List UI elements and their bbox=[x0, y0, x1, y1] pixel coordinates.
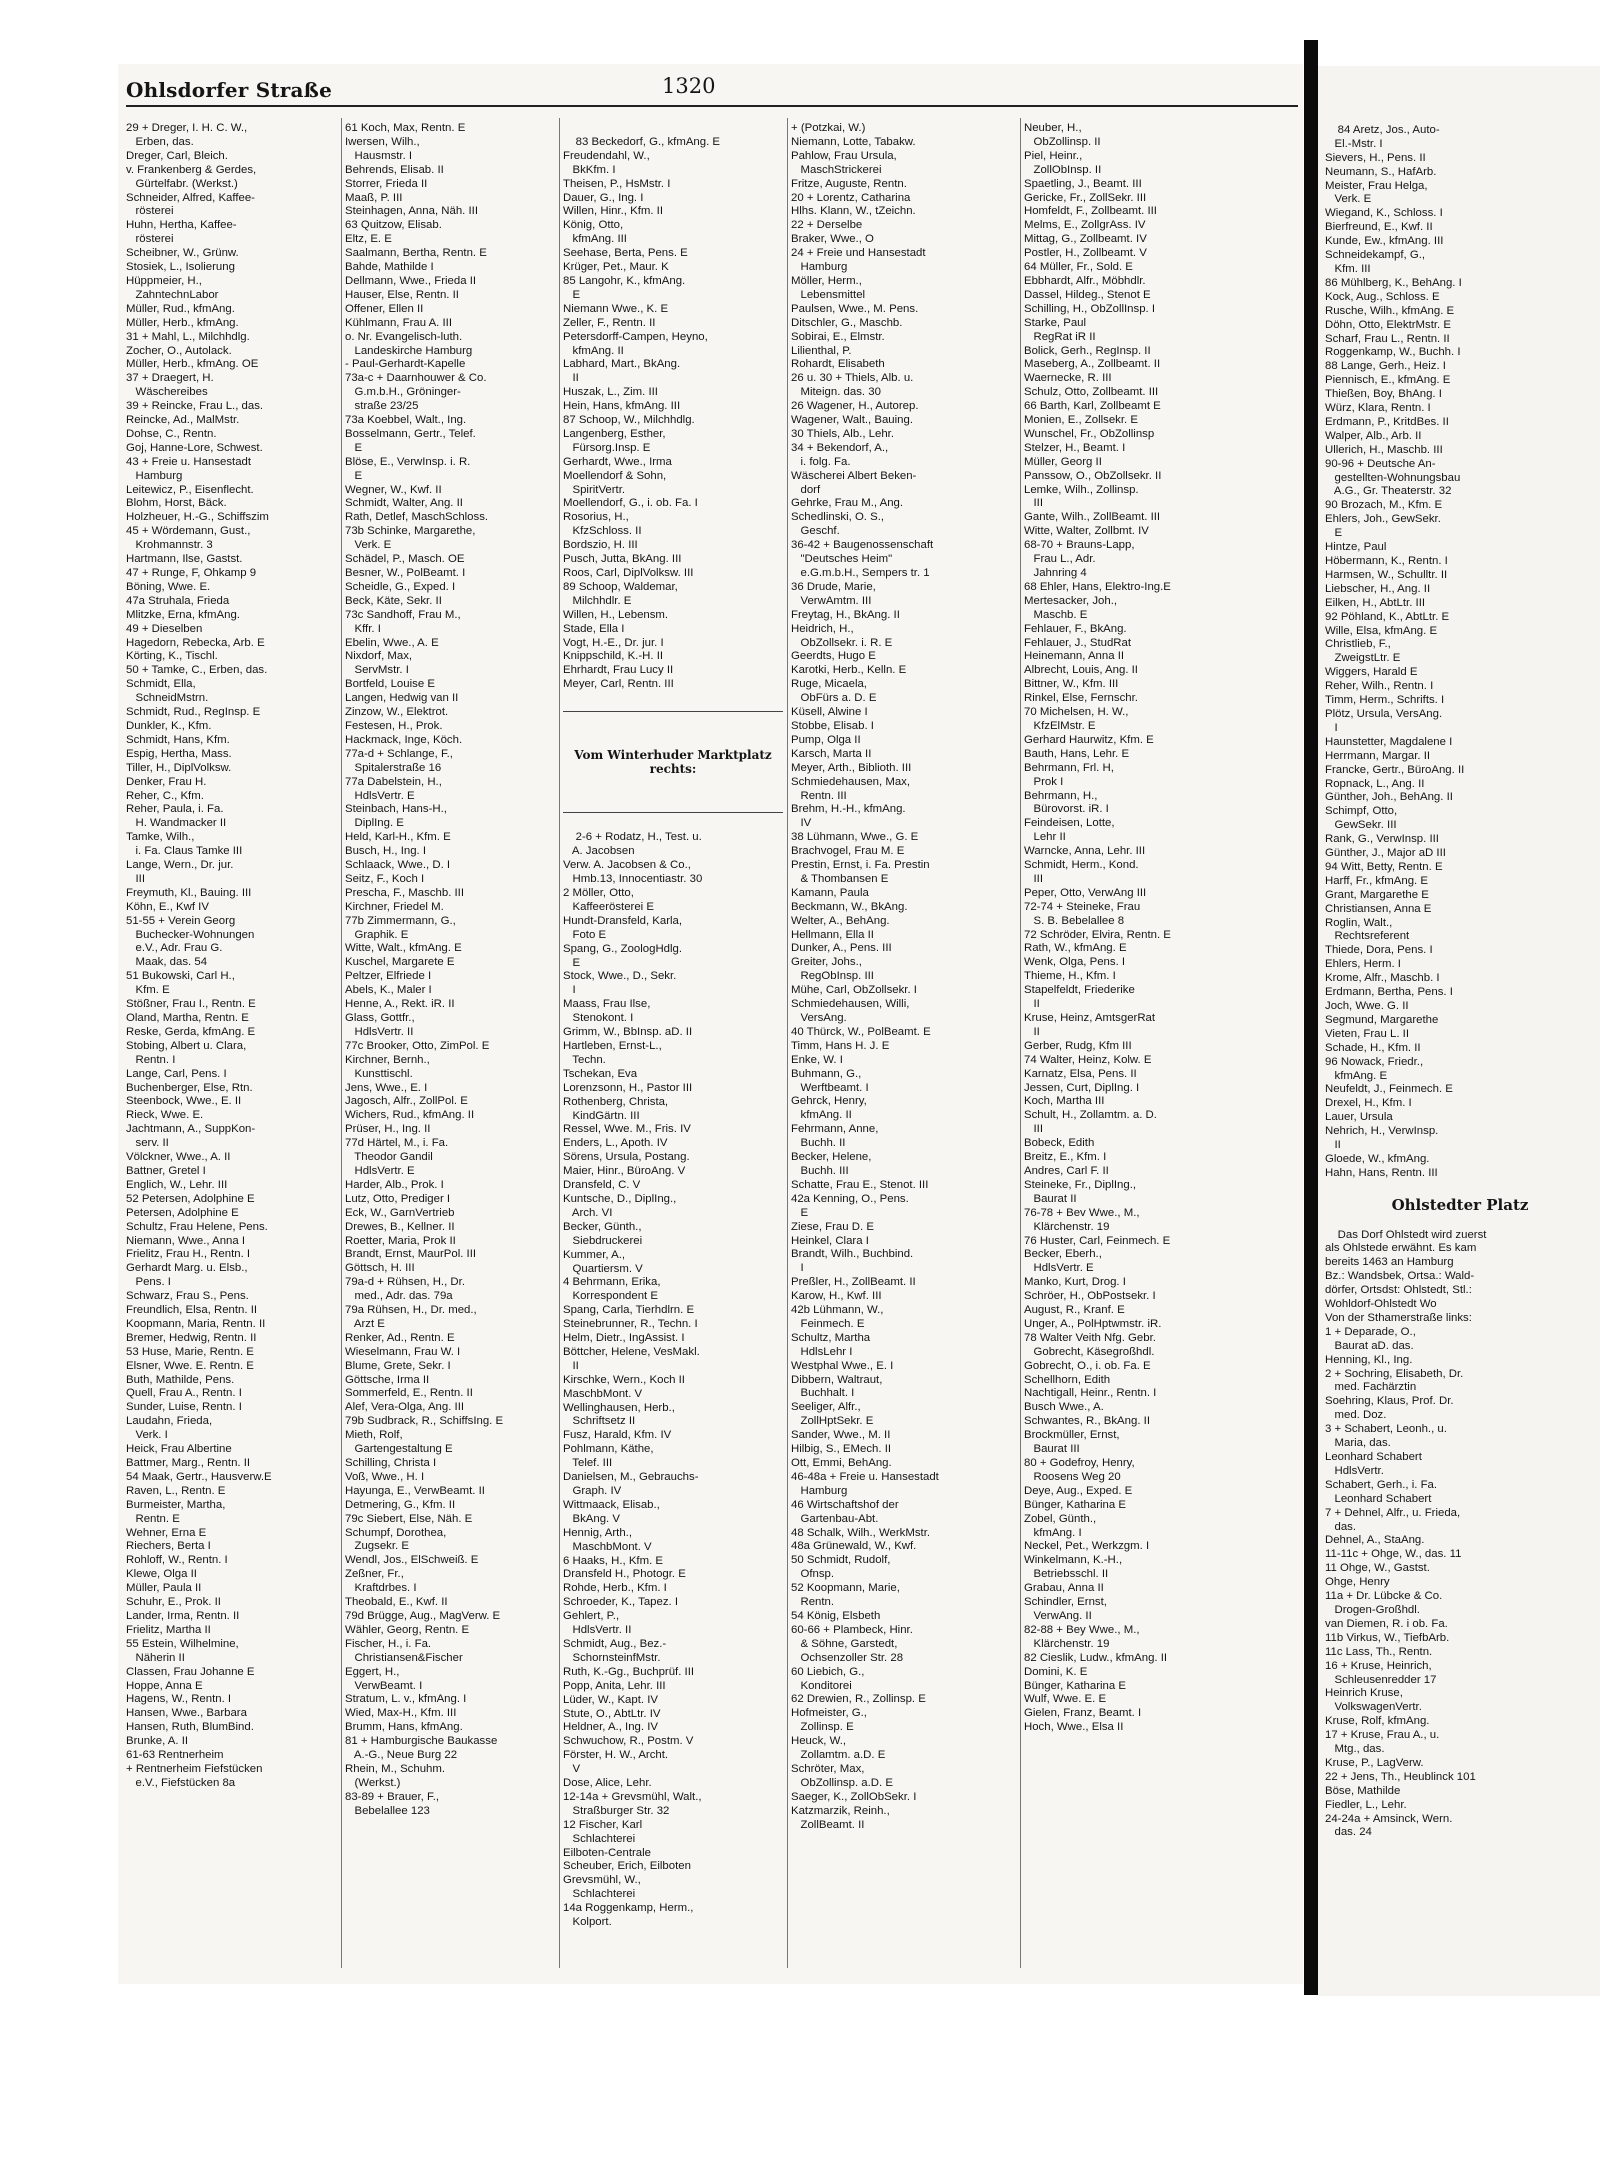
directory-column-5: Neuber, H., ObZollinsp. II Piel, Heinr., ZollObInsp. II Spaetling, J., Beamt. III Gericke, Fr., ZollSekr. III Homfeldt, F., Zollbeamt. III Melms, E., ZollgrAss. IV Mittag, G., Zollbeamt. IV Postler, H., Zollbeamt. V 64 Müller, Fr., Sold. E Ebbhardt, Alfr., Möbhdlr. Dassel, Hildeg., Stenot E Schilling, H., ObZollInsp. I Starke, Paul RegRat iR II Bolick, Gerh., RegInsp. II Maseberg, A., Zollbeamt. II Waernecke, R. III Schulz, Otto, Zollbeamt. III 66 Barth, Karl, Zollbeamt E Monien, E., Zollsekr. E Wunschel, Fr., ObZollinsp Stelzer, H., Beamt. I Müller, Georg II Panssow, O., ObZollsekr. II Lemke, Wilh., Zollinsp. III Gante, Wilh., ZollBeamt. III Witte, Walter, Zollbmt. IV 68-70 + Brauns-Lapp, Frau L., Adr. Jahnring 4 68 Ehler, Hans, Elektro-Ing.E Mertesacker, Joh., Maschb. E Fehlauer, F., BkAng. Fehlauer, J., StudRat Heinemann, Anna II Albrecht, Louis, Ang. II Bittner, W., Kfm. III Rinkel, Else, Fernschr. 70 Michelsen, H. W., KfzElMstr. E Gerhard Haurwitz, Kfm. E Bauth, Hans, Lehr. E Behrmann, Frl. H, Prok I Behrmann, H., Bürovorst. iR. I Feindeisen, Lotte, Lehr II Warncke, Anna, Lehr. III Schmidt, Herm., Kond. III Peper, Otto, VerwAng III 72-74 + Steineke, Frau S. B. Bebelallee 8 72 Schröder, Elvira, Rentn. E Rath, W., kfmAng. E Wenk, Olga, Pens. I Thieme, H., Kfm. I Stapelfeldt, Friederike II Kruse, Heinz, AmtsgerRat II Gerber, Rudg, Kfm III 74 Walter, Heinz, Kolw. E Karnatz, Elsa, Pens. II Jessen, Curt, DiplIng. I Koch, Martha III Schult, H., Zollamtm. a. D. III Bobeck, Edith Breitz, E., Kfm. I Andres, Carl F. II Steineke, Fr., DiplIng., Baurat II 76-78 + Bev Wwe., M., Klärchenstr. 19 76 Huster, Carl, Feinmech. E Becker, Eberh., HdlsVertr. E Manko, Kurt, Drog. I Schröer, H., ObPostsekr. I August, R., Kranf. E Unger, A., PolHptwmstr. iR. 78 Walter Veith Nfg. Gebr. Gobrecht, Käsegroßhdl. Gobrecht, O., i. ob. Fa. E Schellhorn, Edith Nachtigall, Heinr., Rentn. I Busch Wwe., A. Schwantes, R., BkAng. II Brockmüller, Ernst, Baurat III 80 + Godefroy, Henry, Roosens Weg 20 Deye, Aug., Exped. E Bünger, Katharina E Zobel, Günth., kfmAng. I Neckel, Pet., Werkzgm. I Winkelmann, K.-H., Betriebsschl. II Grabau, Anna II Schindler, Ernst, VerwAng. II 82-88 + Bey Wwe., M., Klärchenstr. 19 82 Cieslik, Ludw., kfmAng. II Domini, K. E Bünger, Katharina E Wulf, Wwe. E. E Gielen, Franz, Beamt. I Hoch, Wwe., Elsa II bbox=[1024, 122, 1171, 1734]
column-6-entries-bottom: Das Dorf Ohlstedt wird zuerst als Ohlstede erwähnt. Es kam bereits 1463 an Hamburg Bz.: Wandsbek, Ortsa.: Wald- dörfer, Ortsdst: Ohlstedt, Stl.: Wohldorf-Ohlstedt Wo Von der Sthamerstraße links: 1 + Deparade, O., Baurat aD. das. Henning, Kl., Ing. 2 + Sochring, Elisabeth, Dr. med. Fachärztin Soehring, Klaus, Prof. Dr. med. Doz. 3 + Schabert, Leonh., u. Maria, das. Leonhard Schabert HdlsVertr. Schabert, Gerh., i. Fa. Leonhard Schabert 7 + Dehnel, Alfr., u. Frieda, das. Dehnel, A., StaAng. 11-11c + Ohge, W., das. 11 11 Ohge, W., Gastst. Ohge, Henry 11a + Dr. Lübcke & Co. Drogen-Großhdl. van Diemen, R. i ob. Fa. 11b Virkus, W., TiefbArb. 11c Lass, Th., Rentn. 16 + Kruse, Heinrich, Schleusenredder 17 Heinrich Kruse, VolkswagenVertr. Kruse, Rolf, kfmAng. 17 + Kruse, Frau A., u. Mtg., das. Kruse, P., LagVerw. 22 + Jens, Th., Heublinck 101 Böse, Mathilde Fiedler, L., Lehr. 24-24a + Amsinck, Wern. das. 24 bbox=[1325, 1228, 1487, 1839]
column-divider bbox=[559, 118, 560, 1968]
section-heading-ohlstedter-platz: Ohlstedter Platz bbox=[1391, 1195, 1529, 1214]
column-3-entries-top: 83 Beckedorf, G., kfmAng. E Freudendahl, W., BkKfm. I Theisen, P., HsMstr. I Dauer, G., Ing. I Willen, Hinr., Kfm. II König, Otto, kfmAng. III Seehase, Berta, Pens. E Krüger, Pet., Maur. K 85 Langohr, K., kfmAng. E Niemann Wwe., K. E Zeller, F., Rentn. II Petersdorff-Campen, Heyno, kfmAng. II Labhard, Mart., BkAng. II Huszak, L., Zim. III Hein, Hans, kfmAng. III 87 Schoop, W., Milchhdlg. Langenberg, Esther, Fürsorg.Insp. E Gerhardt, Wwe., Irma Moellendorf & Sohn, SpiritVertr. Moellendorf, G., i. ob. Fa. I Rosorius, H., KfzSchloss. II Bordszio, H. III Pusch, Jutta, BkAng. III Roos, Carl, DiplVolksw. III 89 Schoop, Waldemar, Milchhdlr. E Willen, H., Lebensm. Stade, Ella I Vogt, H.-E., Dr. jur. I Knippschild, K.-H. II Ehrhardt, Frau Lucy II Meyer, Carl, Rentn. III bbox=[563, 135, 721, 691]
column-6-entries: 84 Aretz, Jos., Auto- El.-Mstr. I Sievers, H., Pens. II Neumann, S., HafArb. Meister, Frau Helga, Verk. E Wiegand, K., Schloss. I Bierfreund, E., Kwf. II Kunde, Ew., kfmAng. III Schneidekampf, G., Kfm. III 86 Mühlberg, K., BehAng. I Kock, Aug., Schloss. E Rusche, Wilh., kfmAng. E Döhn, Otto, ElektrMstr. E Scharf, Frau L., Rentn. II Roggenkamp, W., Buchh. I 88 Lange, Gerh., Heiz. I Piennisch, E., kfmAng. E Thießen, Boy, BhAng. I Würz, Klara, Rentn. I Erdmann, P., KritdBes. II Walper, Alb., Arb. II Ullerich, H., Maschb. III 90-96 + Deutsche An- gestellten-Wohnungsbau A.G., Gr. Theaterstr. 32 90 Brozach, M., Kfm. E Ehlers, Joh., GewSekr. E Hintze, Paul Höbermann, K., Rentn. I Harmsen, W., Schulltr. II Liebscher, H., Ang. II Eilken, H., AbtLtr. III 92 Pöhland, K., AbtLtr. E Wille, Elsa, kfmAng. E Christlieb, F., ZweigstLtr. E Wiggers, Harald E Reher, Wilh., Rentn. I Timm, Herm., Schrifts. I Plötz, Ursula, VersAng. I Haunstetter, Magdalene I Herrmann, Margar. II Francke, Gertr., BüroAng. II Ropnack, L., Ang. II Günther, Joh., BehAng. II Schimpf, Otto, GewSekr. III Rank, G., VerwInsp. III Günther, J., Major aD III 94 Witt, Betty, Rentn. E Harff, Fr., kfmAng. E Grant, Margarethe E Christiansen, Anna E Roglin, Walt., Rechtsreferent Thiede, Dora, Pens. I Ehlers, Herm. I Krome, Alfr., Maschb. I Erdmann, Bertha, Pens. I Joch, Wwe. G. II Segmund, Margarethe Vieten, Frau L. II Schade, H., Kfm. II 96 Nowack, Friedr., kfmAng. E Neufeldt, J., Feinmech. E Drexel, H., Kfm. I Lauer, Ursula Nehrich, H., VerwInsp. II Gloede, W., kfmAng. Hahn, Hans, Rentn. III bbox=[1325, 123, 1465, 1179]
section-divider bbox=[563, 711, 783, 712]
header-rule bbox=[126, 105, 1298, 107]
column-divider bbox=[787, 118, 788, 1968]
directory-column-3 bbox=[563, 122, 783, 1944]
section-heading-winterhuder-marktplatz: Vom Winterhuder Marktplatz rechts: bbox=[574, 747, 772, 776]
column-divider bbox=[1020, 118, 1021, 1968]
page-title: Ohlsdorfer Straße bbox=[126, 78, 333, 102]
page-number: 1320 bbox=[662, 74, 716, 98]
column-divider bbox=[341, 118, 342, 1968]
section-divider bbox=[563, 812, 783, 813]
column-3-entries-bottom: 2-6 + Rodatz, H., Test. u. A. Jacobsen Verw. A. Jacobsen & Co., Hmb.13, Innocentiastr. 30 2 Möller, Otto, Kaffeerösterei E Hundt-Dransfeld, Karla, Foto E Spang, G., ZoologHdlg. E Stock, Wwe., D., Sekr. I Maass, Frau Ilse, Stenokont. I Grimm, W., BbInsp. aD. II Hartleben, Ernst-L., Techn. Tschekan, Eva Lorenzsonn, H., Pastor III Rothenberg, Christa, KindGärtn. III Ressel, Wwe. M., Fris. IV Enders, L., Apoth. IV Sörens, Ursula, Postang. Maier, Hinr., BüroAng. V Dransfeld, C. V Kuntsche, D., DiplIng., Arch. VI Becker, Günth., Siebdruckerei Kummer, A., Quartiersm. V 4 Behrmann, Erika, Korrespondent E Spang, Carla, Tierhdlrn. E Steinebrunner, R., Techn. I Helm, Dietr., IngAssist. I Böttcher, Helene, VesMakl. II Kirschke, Wern., Koch II MaschbMont. V Wellinghausen, Herb., Schriftsetz II Fusz, Harald, Kfm. IV Pohlmann, Käthe, Telef. III Danielsen, M., Gebrauchs- Graph. IV Wittmaack, Elisab., BkAng. V Hennig, Arth., MaschbMont. V 6 Haaks, H., Kfm. E Dransfeld H., Photogr. E Rohde, Herb., Kfm. I Schroeder, K., Tapez. I Gehlert, P., HdlsVertr. II Schmidt, Aug., Bez.- SchornsteinfMstr. Ruth, K.-Gg., Buchprüf. III Popp, Anita, Lehr. III Lüder, W., Kapt. IV Stute, O., AbtLtr. IV Heldner, A., Ing. IV Schwuchow, R., Postm. V Förster, H. W., Archt. V Dose, Alice, Lehr. 12-14a + Grevsmühl, Walt., Straßburger Str. 32 12 Fischer, Karl Schlachterei Eilboten-Centrale Scheuber, Erich, Eilboten Grevsmühl, W., Schlachterei 14a Roggenkamp, Herm., Kolport. bbox=[563, 831, 703, 1929]
directory-column-2: 61 Koch, Max, Rentn. E Iwersen, Wilh., Hausmstr. I Behrends, Elisab. II Storrer, Frieda II Maaß, P. III Steinhagen, Anna, Näh. III 63 Quitzow, Elisab. Eltz, E. E Saalmann, Bertha, Rentn. E Bahde, Mathilde I Dellmann, Wwe., Frieda II Hauser, Else, Rentn. II Offener, Ellen II Kühlmann, Frau A. III o. Nr. Evangelisch-luth. Landeskirche Hamburg - Paul-Gerhardt-Kapelle 73a-c + Daarnhouwer & Co. G.m.b.H., Gröninger- straße 23/25 73a Koebbel, Walt., Ing. Bosselmann, Gertr., Telef. E Blöse, E., VerwInsp. i. R. E Wegner, W., Kwf. II Schmidt, Walter, Ang. II Rath, Detlef, MaschSchloss. 73b Schinke, Margarethe, Verk. E Schädel, P., Masch. OE Besner, W., PolBeamt. I Scheidle, G., Exped. I Beck, Käte, Sekr. II 73c Sandhoff, Frau M., Kffr. I Ebelin, Wwe., A. E Nixdorf, Max, ServMstr. I Bortfeld, Louise E Langen, Hedwig van II Zinzow, W., Elektrot. Festesen, H., Prok. Hackmack, Inge, Köch. 77a-d + Schlange, F., Spitalerstraße 16 77a Dabelstein, H., HdlsVertr. E Steinbach, Hans-H., DiplIng. E Held, Karl-H., Kfm. E Busch, H., Ing. I Schlaack, Wwe., D. I Seitz, F., Koch I Prescha, F., Maschb. III Kirchner, Friedel M. 77b Zimmermann, G., Graphik. E Witte, Walt., kfmAng. E Kuschel, Margarete E Peltzer, Elfriede I Abels, K., Maler I Henne, A., Rekt. iR. II Glass, Gottfr., HdlsVertr. II 77c Brooker, Otto, ZimPol. E Kirchner, Bernh., Kunsttischl. Jens, Wwe., E. I Jagosch, Alfr., ZollPol. E Wichers, Rud., kfmAng. II Prüser, H., Ing. II 77d Härtel, M., i. Fa. Theodor Gandil HdlsVertr. E Harder, Alb., Prok. I Lutz, Otto, Prediger I Eck, W., GarnVertrieb Drewes, B., Kellner. II Roetter, Maria, Prok II Brandt, Ernst, MaurPol. III Göttsch, H. III 79a-d + Rühsen, H., Dr. med., Adr. das. 79a 79a Rühsen, H., Dr. med., Arzt E Renker, Ad., Rentn. E Wieselmann, Frau W. I Blume, Grete, Sekr. I Göttsche, Irma II Sommerfeld, E., Rentn. II Alef, Vera-Olga, Ang. III 79b Sudbrack, R., SchiffsIng. E Mieth, Rolf, Gartengestaltung E Schilling, Christa I Voß, Wwe., H. I Hayunga, E., VerwBeamt. II Detmering, G., Kfm. II 79c Siebert, Else, Näh. E Schumpf, Dorothea, Zugsekr. E Wendl, Jos., ElSchweiß. E Zeßner, Fr., Kraftdrbes. I Theobald, E., Kwf. II 79d Brügge, Aug., MagVerw. E Wähler, Georg, Rentn. E Fischer, H., i. Fa. Christiansen&Fischer Eggert, H., VerwBeamt. I Stratum, L. v., kfmAng. I Wied, Max-H., Kfm. III Brumm, Hans, kfmAng. 81 + Hamburgische Baukasse A.-G., Neue Burg 22 Rhein, M., Schuhm. (Werkst.) 83-89 + Brauer, F., Bebelallee 123 bbox=[345, 122, 504, 1817]
directory-column-6 bbox=[1325, 110, 1595, 1854]
book-gutter bbox=[1304, 40, 1318, 1995]
directory-column-1: 29 + Dreger, I. H. C. W., Erben, das. Dreger, Carl, Bleich. v. Frankenberg & Gerdes, Gürtelfabr. (Werkst.) Schneider, Alfred, Kaffee- rösterei Huhn, Hertha, Kaffee- rösterei Scheibner, W., Grünw. Stosiek, L., Isolierung Hüppmeier, H., ZahntechnLabor Müller, Rud., kfmAng. Müller, Herb., kfmAng. 31 + Mahl, L., Milchhdlg. Zocher, O., Autolack. Müller, Herb., kfmAng. OE 37 + Draegert, H. Wäschereibes 39 + Reincke, Frau L., das. Reincke, Ad., MalMstr. Dohse, C., Rentn. Goj, Hanne-Lore, Schwest. 43 + Freie u. Hansestadt Hamburg Leitewicz, P., Eisenflecht. Blohm, Horst, Bäck. Holzheuer, H.-G., Schiffszim 45 + Wördemann, Gust., Krohmannstr. 3 Hartmann, Ilse, Gastst. 47 + Runge, F, Ohkamp 9 Böning, Wwe. E. 47a Struhala, Frieda Mlitzke, Erna, kfmAng. 49 + Dieselben Hagedorn, Rebecka, Arb. E Körting, K., Tischl. 50 + Tamke, C., Erben, das. Schmidt, Ella, SchneidMstrn. Schmidt, Rud., RegInsp. E Dunkler, K., Kfm. Schmidt, Hans, Kfm. Espig, Hertha, Mass. Tiller, H., DiplVolksw. Denker, Frau H. Reher, C., Kfm. Reher, Paula, i. Fa. H. Wandmacker II Tamke, Wilh., i. Fa. Claus Tamke III Lange, Wern., Dr. jur. III Freymuth, Kl., Bauing. III Köhn, E., Kwf IV 51-55 + Verein Georg Buchecker-Wohnungen e.V., Adr. Frau G. Maak, das. 54 51 Bukowski, Carl H., Kfm. E Stößner, Frau I., Rentn. E Oland, Martha, Rentn. E Reske, Gerda, kfmAng. E Stobing, Albert u. Clara, Rentn. I Lange, Carl, Pens. I Buchenberger, Else, Rtn. Steenbock, Wwe., E. II Rieck, Wwe. E. Jachtmann, A., SuppKon- serv. II Völckner, Wwe., A. II Battner, Gretel I Englich, W., Lehr. III 52 Petersen, Adolphine E Petersen, Adolphine E Schultz, Frau Helene, Pens. Niemann, Wwe., Anna I Frielitz, Frau H., Rentn. I Gerhardt Marg. u. Elsb., Pens. I Schwarz, Frau S., Pens. Freundlich, Elsa, Rentn. II Koopmann, Maria, Rentn. II Bremer, Hedwig, Rentn. II 53 Huse, Marie, Rentn. E Elsner, Wwe. E. Rentn. E Buth, Mathilde, Pens. Quell, Frau A., Rentn. I Sunder, Luise, Rentn. I Laudahn, Frieda, Verk. I Heick, Frau Albertine Battmer, Marg., Rentn. II 54 Maak, Gertr., Hausverw.E Raven, L., Rentn. E Burmeister, Martha, Rentn. E Wehner, Erna E Riechers, Berta I Rohloff, W., Rentn. I Klewe, Olga II Müller, Paula II Schuhr, E., Prok. II Lander, Irma, Rentn. II Frielitz, Martha II 55 Estein, Wilhelmine, Näherin II Classen, Frau Johanne E Hoppe, Anna E Hagens, W., Rentn. I Hansen, Wwe., Barbara Hansen, Ruth, BlumBind. Brunke, A. II 61-63 Rentnerheim + Rentnerheim Fiefstücken e.V., Fiefstücken 8a bbox=[126, 122, 272, 1789]
directory-column-4: + (Potzkai, W.) Niemann, Lotte, Tabakw. Pahlow, Frau Ursula, MaschStrickerei Fritze, Auguste, Rentn. 20 + Lorentz, Catharina Hlhs. Klann, W., tZeichn. 22 + Derselbe Braker, Wwe., O 24 + Freie und Hansestadt Hamburg Möller, Herm., Lebensmittel Paulsen, Wwe., M. Pens. Ditschler, G., Maschb. Sobirai, E., Elmstr. Lilienthal, P. Rohardt, Elisabeth 26 u. 30 + Thiels, Alb. u. Miteign. das. 30 26 Wagener, H., Autorep. Wagener, Walt., Bauing. 30 Thiels, Alb., Lehr. 34 + Bekendorf, A., i. folg. Fa. Wäscherei Albert Beken- dorf Gehrke, Frau M., Ang. Schedlinski, O. S., Geschf. 36-42 + Baugenossenschaft "Deutsches Heim" e.G.m.b.H., Sempers tr. 1 36 Drude, Marie, VerwAmtm. III Freytag, H., BkAng. II Heidrich, H., ObZollsekr. i. R. E Geerdts, Hugo E Karotki, Herb., Kelln. E Ruge, Micaela, ObFürs a. D. E Küsell, Alwine I Stobbe, Elisab. I Pump, Olga II Karsch, Marta II Meyer, Arth., Biblioth. III Schmiedehausen, Max, Rentn. III Brehm, H.-H., kfmAng. IV 38 Lühmann, Wwe., G. E Brachvogel, Frau M. E Prestin, Ernst, i. Fa. Prestin & Thombansen E Kamann, Paula Beckmann, W., BkAng. Welter, A., BehAng. Hellmann, Ella II Dunker, A., Pens. III Greiter, Johs., RegObInsp. III Mühe, Carl, ObZollsekr. I Schmiedehausen, Willi, VersAng. 40 Thürck, W., PolBeamt. E Timm, Hans H. J. E Enke, W. I Buhmann, G., Werftbeamt. I Gehrck, Henry, kfmAng. II Fehrmann, Anne, Buchh. II Becker, Helene, Buchh. III Schatte, Frau E., Stenot. III 42a Kenning, O., Pens. E Ziese, Frau D. E Heinkel, Clara I Brandt, Wilh., Buchbind. I Preßler, H., ZollBeamt. II Karow, H., Kwf. III 42b Lühmann, W., Feinmech. E Schultz, Martha HdlsLehr I Westphal Wwe., E. I Dibbern, Waltraut, Buchhalt. I Seeliger, Alfr., ZollHptSekr. E Sander, Wwe., M. II Hilbig, S., EMech. II Ott, Emmi, BehAng. 46-48a + Freie u. Hansestadt Hamburg 46 Wirtschaftshof der Gartenbau-Abt. 48 Schalk, Wilh., WerkMstr. 48a Grünewald, W., Kwf. 50 Schmidt, Rudolf, Ofnsp. 52 Koopmann, Marie, Rentn. 54 König, Elsbeth 60-66 + Plambeck, Hinr. & Söhne, Garstedt, Ochsenzoller Str. 28 60 Liebich, G., Konditorei 62 Drewien, R., Zollinsp. E Hofmeister, G., Zollinsp. E Heuck, W., Zollamtm. a.D. E Schröter, Max, ObZollinsp. a.D. E Saeger, K., ZollObSekr. I Katzmarzik, Reinh., ZollBeamt. II bbox=[791, 122, 939, 1831]
